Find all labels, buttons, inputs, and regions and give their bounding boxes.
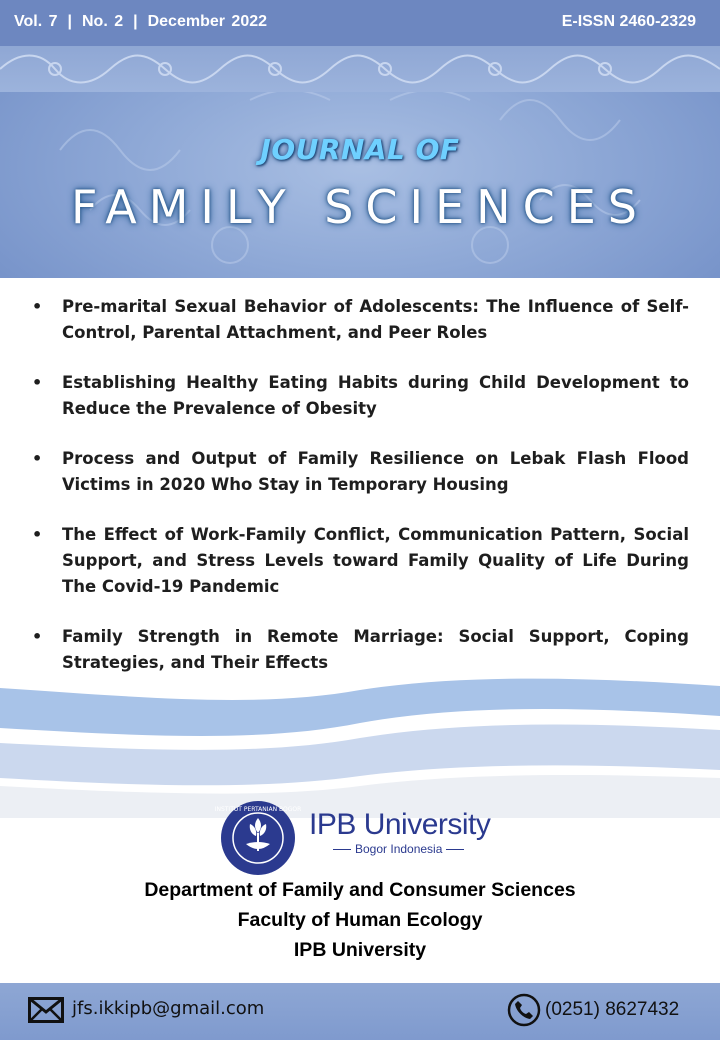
decorative-waves [0, 668, 720, 818]
phone-icon [507, 993, 541, 1027]
article-item: • Establishing Healthy Eating Habits during Child Development to Reduce the Prevalence of Obesity [32, 370, 689, 422]
journal-main-title: FAMILY SCIENCES [71, 180, 649, 234]
issue-number: No. 2 [81, 13, 124, 30]
university-name: IPB University [293, 939, 427, 961]
article-item: • Family Strength in Remote Marriage: Social Support, Coping Strategies, and Their Effects [32, 624, 689, 676]
article-item: • Pre-marital Sexual Behavior of Adolescents: The Influence of Self-Control, Parental Attachment, and Peer Roles [32, 294, 689, 346]
ornament-pattern [0, 46, 720, 92]
university-logo-subtitle: Bogor Indonesia [329, 842, 468, 856]
contact-phone[interactable]: (0251) 8627432 [545, 999, 680, 1020]
cover-header [0, 0, 720, 278]
journal-of-title: JOURNAL OF [260, 133, 460, 166]
volume: Vol. 7 [14, 13, 58, 30]
contact-email[interactable]: jfs.ikkipb@gmail.com [72, 998, 265, 1019]
article-item: • Process and Output of Family Resilience on Lebak Flash Flood Victims in 2020 Who Stay in Temporary Housing [32, 446, 689, 498]
ipb-seal-icon [214, 800, 302, 876]
issue-date: December 2022 [147, 13, 268, 30]
article-list [32, 294, 689, 700]
faculty-name: Faculty of Human Ecology [237, 909, 483, 931]
department-name: Department of Family and Consumer Sciences [144, 879, 576, 901]
issue-info: Vol. 7 | No. 2 | December 2022 [14, 13, 268, 30]
email-icon [28, 997, 64, 1023]
article-item: • The Effect of Work-Family Conflict, Communication Pattern, Social Support, and Stress Levels toward Family Quality of Life During The Covid-19 Pandemic [32, 522, 689, 600]
university-logo-name: IPB University [309, 808, 491, 841]
contact-footer [0, 983, 720, 1040]
eissn: E-ISSN 2460-2329 [561, 13, 696, 30]
seal-text: INSTITUT PERTANIAN BOGOR [214, 806, 302, 813]
ornament-band [0, 46, 720, 92]
